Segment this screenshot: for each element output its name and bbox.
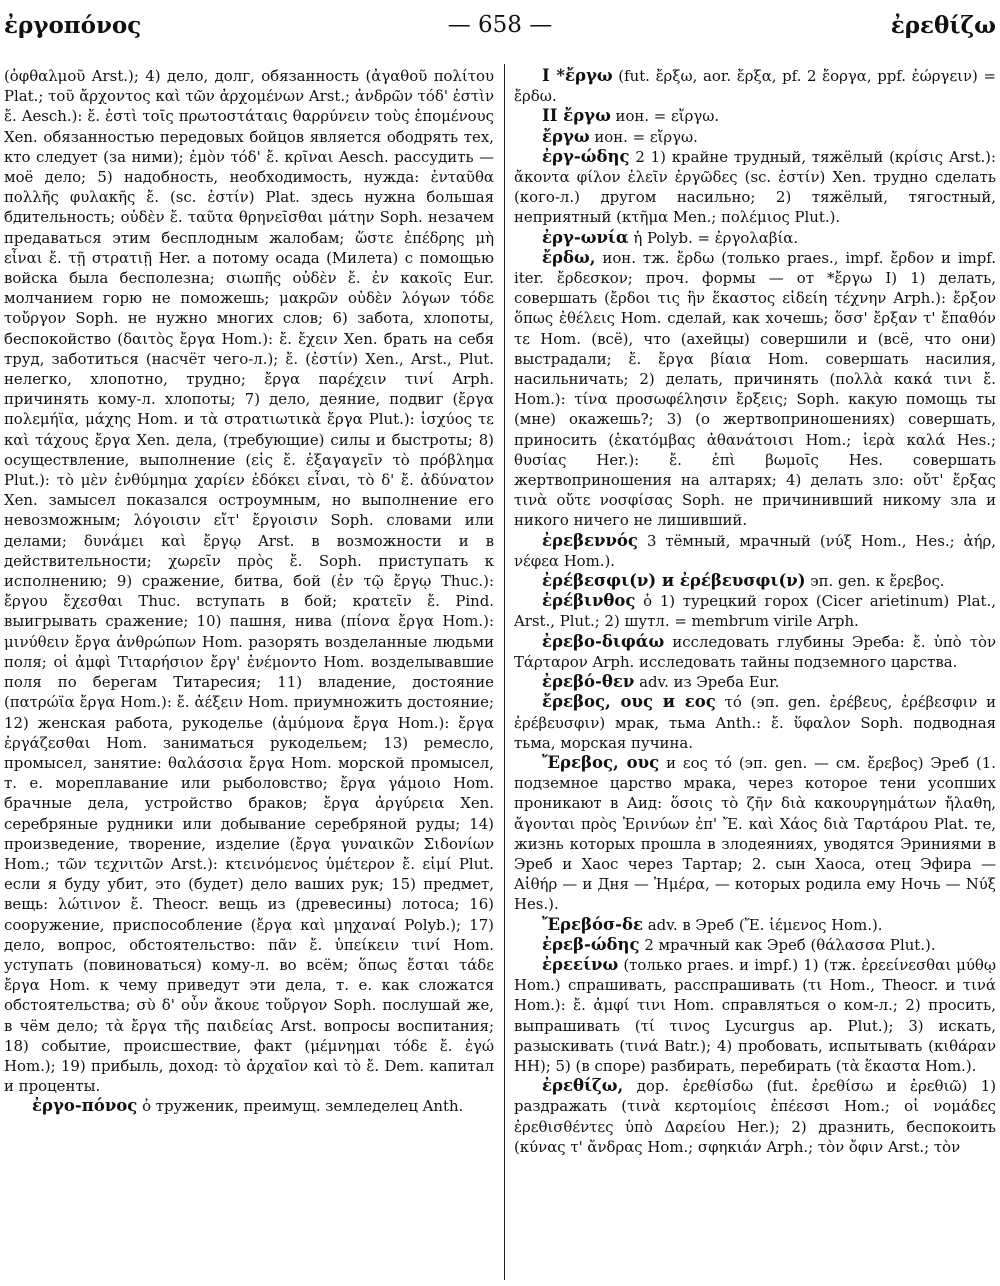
entry-definition: ион. = εἴργω. bbox=[594, 127, 698, 146]
dictionary-entry bbox=[514, 632, 996, 672]
dictionary-entry bbox=[514, 955, 996, 1076]
page-number: — 658 — bbox=[447, 12, 553, 38]
dictionary-entry bbox=[514, 66, 996, 106]
entry-definition: (ὀφθαλμοῦ Arst.); 4) дело, долг, обязанность (ἀγαθοῦ πολίτου Plat.; τοῦ ἄρχοντος καὶ τῶν ἀρχομένων Arst.; ἀνδρῶν τόδ' ἐστὶν ἔ. Aesch.): ἔ. ἐστὶ τοῖς πρωτοστάταις θαρρύνειν τοὺς ἑπομένους Xen. обязанностью передовых бойцов является ободрять тех, кто следует (за ними); ἐμὸν τόδ' ἔ. κρῖναι Aesch. рассудить — моё дело; 5) надобность, необходимость, нужда: ἐνταῦθα πολλῆς φυλακῆς ἔ. (sc. ἐστίν) Plat. здесь нужна большая бдительность; οὐδὲν ἔ. ταῦτα θρηνεῖσθαι μάτην Soph. незачем предаваться этим бесплодным жалобам; ὥστε ἐπέδρης μὴ εἶναι ἔ. τῇ στρατιῇ Her. а потому осада (Милета) с помощью войска была бесполезна; σιωπῆς οὐδὲν ἔ. ἐν κακοῖς Eur. молчанием горю не поможешь; μακρῶν οὐδὲν λόγων τόδε τοὔργον Soph. не нужно многих слов; 6) забота, хлопоты, беспокойство (δαιτὸς ἔργα Hom.): ἔ. ἔχειν Xen. брать на себя труд, заботиться (насчёт чего-л.); ἔ. (ἐστίν) Xen., Arst., Plut. нелегко, хлопотно, трудно; ἔργα παρέχειν τινί Arph. причинять кому-л. хлопоты; 7) дело, деяние, подвиг (ἔργα πολεμήϊα, μάχης Hom. и τὰ στρατιωτικὰ ἔργα Plut.): ἰσχύος τε καὶ τάχους ἔργα Xen. дела, (требующие) силы и быстроты; 8) осуществление, выполнение (εἰς ἔ. ἐξαγαγεῖν τὸ πρόβλημα Plut.): τὸ μὲν ἐνθύμημα χαρίεν ἐδόκει εἶναι, τὸ δ' ἔ. ἀδύνατον Xen. замысел показался остроумным, но выполнение его невозможным; λόγοισιν εἴτ' ἔργοισιν Soph. словами или делами; δυνάμει καὶ ἔργῳ Arst. в возможности и в действительности; χωρεῖν πρὸς ἔ. Soph. приступать к исполнению; 9) сражение, битва, бой (ἐν τῷ ἔργῳ Thuc.): ἔργου ἔχεσθαι Thuc. вступать в бой; κρατεῖν ἔ. Pind. выигрывать сражение; 10) пашня, нива (πίονα ἔργα Hom.): μινύθειν ἔργα ἀνθρώπων Hom. разорять возделанные людьми поля; οἱ ἀμφὶ Τιταρήσιον ἔργ' ἐνέμοντο Hom. возделывавшие поля по берегам Титаресия; 11) владение, достояние (πατρώϊα ἔργα Hom.): ἔ. ἀέξειν Hom. приумножить достояние; 12) женская работа, рукоделье (ἀμύμονα ἔργα Hom.): ἔργα ἐργάζεσθαι Hom. заниматься рукодельем; 13) ремесло, промысел, занятие: θαλάσσια ἔργα Hom. морской промысел, т. е. мореплавание или рыболовство; ἔργα γάμοιο Hom. брачные дела, устройство браков; ἔργα ἀργύρεια Xen. серебряные рудники или добывание серебряной руды; 14) произведение, творение, изделие (ἔργα γυναικῶν Σιδονίων Hom.; τῶν τεχνιτῶν Arst.): κτεινόμενος ὑμέτερον ἔ. εἰμί Plut. если я буду убит, это (будет) дело ваших рук; 15) предмет, вещь: λώτινον ἔ. Theocr. вещь из (древесины) лотоса; 16) сооружение, приспособление (ἔργα καὶ μηχαναί Polyb.); 17) дело, вопрос, обстоятельство: πᾶν ἔ. ὑπείκειν τινί Hom. уступать (повиноваться) кому-л. во всём; ὅπως ἔσται τάδε ἔργα Hom. к чему приведут эти дела, т. е. как сложатся обстоятельства; σὺ δ' οὖν ἄκουε τοὔργον Soph. послушай же, в чём дело; τὰ ἔργα τῆς παιδείας Arst. вопросы воспитания; 18) событие, происшествие, факт (μέμνημαι τόδε ἔ. ἐγώ Hom.); 19) прибыль, доход: τὸ ἀρχαῖον καὶ τὸ ἔ. Dem. капитал и проценты. bbox=[4, 67, 494, 1096]
entry-definition: исследовать глубины Эреба: ἔ. ὑπὸ τὸν Τάρταρον Arph. исследовать тайны подземного царства. bbox=[514, 632, 997, 671]
dictionary-entry bbox=[4, 66, 494, 1096]
entry-headword: Ἔρεβος, ους bbox=[542, 752, 660, 772]
entry-definition: ион. = εἴργω. bbox=[615, 107, 720, 126]
entry-headword: ἔρδω, bbox=[542, 247, 596, 267]
column-divider bbox=[504, 64, 505, 1280]
entry-headword: ἐρεβό-θεν bbox=[542, 672, 635, 692]
entry-definition: 2 мрачный как Эреб (θάλασσα Plut.). bbox=[644, 935, 936, 954]
entry-headword: ἐρεβ-ώδης bbox=[542, 934, 640, 954]
dictionary-entry bbox=[514, 531, 996, 571]
entry-definition: 2 1) крайне трудный, тяжёлый (κρίσις Arst.): ἄκοντα φίλον ἐλεῖν ἐργῶδες (sc. ἐστίν) Xen. трудно сделать (кого-л.) другом насильно; 2) тяжёлый, тягостный, неприятный (κτῆμα Men.; πολέμιος Plut.). bbox=[514, 147, 997, 227]
entry-definition: ὁ 1) турецкий горох (Cicer arietinum) Plat., Arst., Plut.; 2) шутл. = membrum virile Arph. bbox=[514, 592, 997, 631]
dictionary-entry bbox=[514, 692, 996, 753]
dictionary-entry bbox=[514, 147, 996, 228]
entry-headword: ἐρέβεσφι(ν) и ἐρέβευσφι(ν) bbox=[542, 571, 806, 591]
entry-definition: adv. из Эреба Eur. bbox=[639, 673, 780, 692]
page-header bbox=[4, 12, 996, 46]
entry-definition: ион. тж. ἔρδω (только praes., impf. ἔρδον и impf. iter. ἔρδεσκον; проч. формы — от *ἔργω I) 1) делать, совершать (ἔρδοι τις ἣν ἕκαστος εἰδείη τέχνην Arph.): ἔρξον ὅπως ἐθέλεις Hom. сделай, как хочешь; ὅσσ' ἔρξαν τ' ἔπαθόν τε Hom. (всё), что (ахейцы) совершили и (всё, что они) выстрадали; ἔ. ἔργα βίαια Hom. совершать насилия, насильничать; 2) делать, причинять (πολλὰ κακά τινι ἔ. Hom.): τίνα προσωφέλησιν ἔρξεις; Soph. какую помощь ты (мне) окажешь?; 3) (о жертвоприношениях) совершать, приносить (ἑκατόμβας ἀθανάτοισι Hom.; ἱερὰ καλά Hes.; θυσίας Her.): ἔ. ἐπὶ βωμοῖς Hes. совершать жертвоприношения на алтарях; 4) делать зло: οὔτ' ἔρξας τινὰ οὔτε νοσφίσας Soph. не причинивший никому зла и никого ничего не лишивший. bbox=[514, 248, 997, 530]
entry-definition: эп. gen. к ἔρεβος. bbox=[810, 572, 945, 591]
left-column bbox=[4, 66, 494, 1117]
entry-headword: ἐρεβεννός bbox=[542, 530, 638, 550]
entry-definition: (fut. ἔρξω, aor. ἔρξα, pf. 2 ἔοργα, ppf. ἐώργειν) = ἔρδω. bbox=[514, 67, 996, 106]
dictionary-entry bbox=[514, 935, 996, 955]
entry-headword: ἐρεβο-διφάω bbox=[542, 631, 665, 651]
entry-definition: adv. в Эреб (Ἔ. ἱέμενος Hom.). bbox=[647, 915, 883, 934]
entry-definition: ἡ Polyb. = ἐργολαβία. bbox=[633, 228, 799, 247]
entry-headword: ἐρέβινθος bbox=[542, 591, 636, 611]
entry-definition: ὁ труженик, преимущ. земледелец Anth. bbox=[142, 1097, 464, 1116]
dictionary-entry bbox=[514, 1076, 996, 1157]
entry-definition: 3 тёмный, мрачный (νύξ Hom., Hes.; ἀήρ, νέφεα Hom.). bbox=[514, 531, 996, 570]
dictionary-entry bbox=[514, 228, 996, 248]
dictionary-entry bbox=[514, 127, 996, 147]
dictionary-entry bbox=[514, 753, 996, 915]
entry-headword: ἐργο-πόνος bbox=[32, 1096, 138, 1116]
dictionary-entry bbox=[514, 915, 996, 935]
entry-headword: Ἔρεβόσ-δε bbox=[542, 914, 644, 934]
entry-headword: ἔργω bbox=[542, 126, 590, 146]
right-column bbox=[514, 66, 996, 1157]
entry-headword: ἐρεθίζω, bbox=[542, 1076, 624, 1096]
dictionary-entry bbox=[514, 591, 996, 631]
right-running-headword: ἐρεθίζω bbox=[890, 12, 996, 39]
entry-definition: (только praes. и impf.) 1) (тж. ἐρεείνεσθαι μύθῳ Hom.) спрашивать, расспрашивать (τι Hom., Theocr. и τινά Hom.): ἔ. ἀμφί τινι Hom. справляться о ком-л.; 2) просить, выпрашивать (τί τινος Lycurgus ap. Plut.); 3) искать, разыскивать (τινά Batr.); 4) пробовать, испытывать (κιθάραν HH); 5) (в споре) разбирать, перебирать (τὰ ἕκαστα Hom.). bbox=[514, 955, 996, 1075]
entry-headword: ἐργ-ωνία bbox=[542, 227, 629, 247]
entry-definition: и εος τό (эп. gen. — см. ἔρεβος) Эреб (1. подземное царство мрака, через которое тени усопших проникают в Аид: ὅσοις τὸ ζῆν διὰ κακουργημάτων ἤλαθη, ἄγονται πρὸς Ἐρινύων ἐπ' Ἔ. καὶ Χάος διὰ Ταρτάρου Plat. те, жизнь которых прошла в злодеяниях, уводятся Эриниями в Эреб и Хаос через Тартар; 2. сын Хаоса, отец Эфира — Αἰθήρ — и Дня — Ἡμέρα, — которых родила ему Ночь — Νύξ Hes.). bbox=[514, 753, 996, 914]
left-running-headword: ἐργοπόνος bbox=[4, 12, 142, 39]
dictionary-entry bbox=[514, 248, 996, 531]
dictionary-entry bbox=[514, 571, 996, 591]
dictionary-entry bbox=[514, 106, 996, 126]
entry-definition: τό (эп. gen. ἐρέβευς, ἐρέβεσφιν и ἐρέβευσφιν) мрак, тьма Anth.: ἔ. ὕφαλον Soph. подводная тьма, морская пучина. bbox=[514, 693, 997, 752]
entry-headword: ἔρεβος, ους и εος bbox=[542, 692, 716, 712]
entry-headword: II ἔργω bbox=[542, 106, 611, 126]
entry-definition: дор. ἐρεθίσδω (fut. ἐρεθίσω и ἐρεθιῶ) 1) раздражать (τινὰ κερτομίοις ἐπέεσσι Hom.; οἱ νομάδες ἐρεθισθέντες ὑπὸ Δαρείου Her.); 2) дразнить, беспокоить (κύνας τ' ἄνδρας Hom.; σφηκιάν Arph.; τὸν ὄφιν Arst.; τὸν bbox=[514, 1077, 997, 1156]
entry-headword: ἐργ-ώδης bbox=[542, 146, 630, 166]
entry-headword: ἐρεείνω bbox=[542, 954, 619, 974]
dictionary-entry bbox=[4, 1096, 494, 1116]
dictionary-entry bbox=[514, 672, 996, 692]
entry-headword: I *ἔργω bbox=[542, 66, 613, 85]
